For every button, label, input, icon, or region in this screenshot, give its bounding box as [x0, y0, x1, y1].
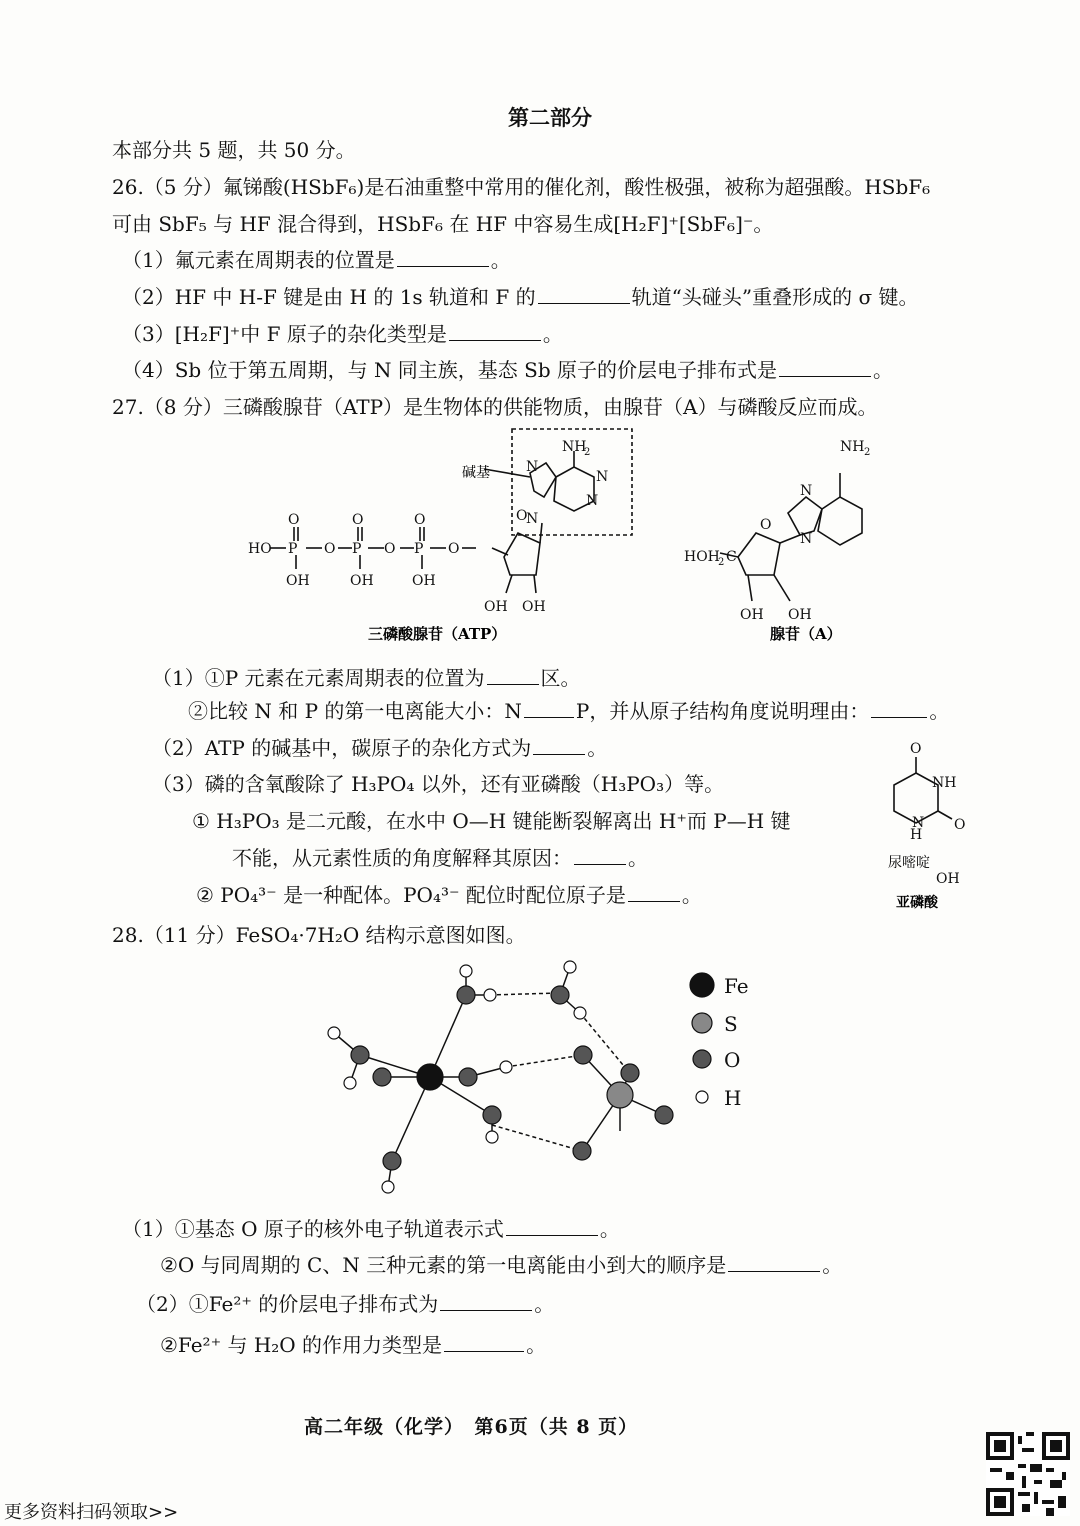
- svg-text:O: O: [288, 512, 300, 528]
- legend-s-label: S: [724, 1012, 738, 1036]
- legend-o-marker: [693, 1050, 711, 1068]
- q26-stem-line1: 26.（5 分）氟锑酸(HSbF₆)是石油重整中常用的催化剂，酸性极强，被称为超强酸。HSbF₆: [112, 175, 931, 199]
- svg-text:O: O: [760, 517, 772, 533]
- q26-sub2: （2）HF 中 H-F 键是由 H 的 1s 轨道和 F 的 轨道“头碰头”重叠形成的 σ 键。: [122, 285, 919, 309]
- svg-text:N: N: [526, 459, 539, 475]
- q26-stem-line2: 可由 SbF₅ 与 HF 混合得到，HSbF₆ 在 HF 中容易生成[H₂F]⁺[SbF₆]⁻。: [112, 212, 774, 236]
- svg-text:2: 2: [864, 447, 871, 458]
- q27-sub3c: ② PO₄³⁻ 是一种配体。PO₄³⁻ 配位时配位原子是 。: [196, 883, 702, 907]
- svg-text:2: 2: [584, 447, 591, 458]
- q27-sub1a: （1）①P 元素在元素周期表的位置为 区。: [152, 666, 581, 690]
- svg-text:N: N: [800, 483, 813, 499]
- q27-sub3b: 不能，从元素性质的角度解释其原因： 。: [232, 846, 648, 870]
- q28-sub2a: （2）①Fe²⁺ 的价层电子排布式为 。: [136, 1292, 555, 1316]
- q27-sub2: （2）ATP 的碱基中，碳原子的杂化方式为 。: [152, 736, 608, 760]
- svg-text:OH: OH: [740, 607, 764, 623]
- svg-text:N: N: [596, 469, 609, 485]
- answer-blank[interactable]: [506, 1217, 598, 1236]
- answer-blank[interactable]: [440, 1292, 532, 1311]
- svg-text:NH: NH: [932, 775, 957, 791]
- svg-text:OH: OH: [412, 573, 436, 589]
- svg-text:O: O: [414, 512, 426, 528]
- q27-sub3a: ① H₃PO₃ 是二元酸，在水中 O—H 键能断裂解离出 H⁺而 P—H 键: [192, 809, 791, 833]
- q28-sub1b: ②O 与同周期的 C、N 三种元素的第一电离能由小到大的顺序是 。: [160, 1253, 843, 1277]
- answer-blank[interactable]: [538, 285, 630, 304]
- svg-text:O: O: [324, 541, 336, 557]
- q26-sub4: （4）Sb 位于第五周期，与 N 同主族，基态 Sb 原子的价层电子排布式是 。: [122, 358, 894, 382]
- svg-text:O: O: [954, 817, 966, 833]
- answer-blank[interactable]: [779, 358, 871, 377]
- q27-sub3: （3）磷的含氧酸除了 H₃PO₄ 以外，还有亚磷酸（H₃PO₃）等。: [152, 772, 725, 796]
- answer-blank[interactable]: [449, 322, 541, 341]
- legend-fe-marker: [690, 973, 714, 997]
- svg-text:OH: OH: [788, 607, 812, 623]
- legend-s-marker: [692, 1013, 712, 1033]
- svg-text:OH: OH: [522, 599, 546, 615]
- svg-text:2: 2: [718, 557, 725, 568]
- phosphorous-acid-caption: 亚磷酸: [896, 895, 938, 911]
- svg-text:OH: OH: [936, 871, 960, 887]
- q28-stem: 28.（11 分）FeSO₄·7H₂O 结构示意图如图。: [112, 923, 526, 947]
- svg-text:H: H: [910, 827, 923, 843]
- answer-blank[interactable]: [728, 1253, 820, 1272]
- svg-text:HO: HO: [248, 541, 272, 557]
- q27-stem: 27.（8 分）三磷酸腺苷（ATP）是生物体的供能物质，由腺苷（A）与磷酸反应而成。: [112, 395, 878, 419]
- legend-h-marker: [696, 1091, 708, 1103]
- answer-blank[interactable]: [533, 736, 585, 755]
- svg-text:O: O: [516, 508, 528, 524]
- uracil-structure-figure: [880, 735, 980, 915]
- svg-text:P: P: [414, 541, 424, 557]
- legend-h-label: H: [724, 1086, 742, 1110]
- svg-text:N: N: [800, 531, 813, 547]
- svg-text:HOH: HOH: [684, 549, 720, 565]
- svg-text:N: N: [526, 511, 539, 527]
- answer-blank[interactable]: [871, 699, 927, 718]
- q28-sub1a: （1）①基态 O 原子的核外电子轨道表示式 。: [122, 1217, 620, 1241]
- answer-blank[interactable]: [397, 248, 489, 267]
- atp-structure-figure: [240, 425, 871, 655]
- svg-text:P: P: [352, 541, 362, 557]
- legend-o-label: O: [724, 1048, 741, 1072]
- svg-text:P: P: [288, 541, 298, 557]
- q28-sub2b: ②Fe²⁺ 与 H₂O 的作用力类型是 。: [160, 1333, 547, 1357]
- answer-blank[interactable]: [524, 699, 574, 718]
- part-title: 第二部分: [508, 105, 592, 130]
- svg-text:O: O: [448, 541, 460, 557]
- base-label: 碱基: [462, 465, 490, 481]
- svg-text:NH: NH: [840, 439, 865, 455]
- legend-fe-label: Fe: [724, 974, 749, 998]
- svg-text:OH: OH: [350, 573, 374, 589]
- feso4-structure-figure: [320, 955, 780, 1200]
- uracil-caption: 尿嘧啶: [888, 855, 930, 871]
- svg-text:O: O: [352, 512, 364, 528]
- qr-code-icon[interactable]: [986, 1432, 1070, 1516]
- page-footer: 高二年级（化学） 第6页（共 8 页）: [304, 1416, 639, 1438]
- q26-sub1: （1）氟元素在周期表的位置是 。: [122, 248, 511, 272]
- more-resources-link[interactable]: 更多资料扫码领取>>: [4, 1502, 179, 1523]
- adenosine-caption: 腺苷（A）: [770, 625, 842, 643]
- svg-text:OH: OH: [286, 573, 310, 589]
- svg-text:N: N: [912, 815, 925, 831]
- answer-blank[interactable]: [487, 666, 539, 685]
- svg-text:O: O: [910, 741, 922, 757]
- answer-blank[interactable]: [444, 1333, 524, 1352]
- answer-blank[interactable]: [574, 846, 626, 865]
- answer-blank[interactable]: [628, 883, 680, 902]
- svg-text:C: C: [726, 549, 737, 565]
- svg-text:NH: NH: [562, 439, 587, 455]
- atp-caption: 三磷酸腺苷（ATP）: [368, 625, 507, 643]
- q27-sub1b: ②比较 N 和 P 的第一电离能大小：N P，并从原子结构角度说明理由： 。: [188, 699, 950, 723]
- svg-text:O: O: [384, 541, 396, 557]
- svg-text:OH: OH: [484, 599, 508, 615]
- svg-text:N: N: [586, 493, 599, 509]
- part-intro: 本部分共 5 题，共 50 分。: [112, 138, 356, 162]
- q26-sub3: （3）[H₂F]⁺中 F 原子的杂化类型是 。: [122, 322, 563, 346]
